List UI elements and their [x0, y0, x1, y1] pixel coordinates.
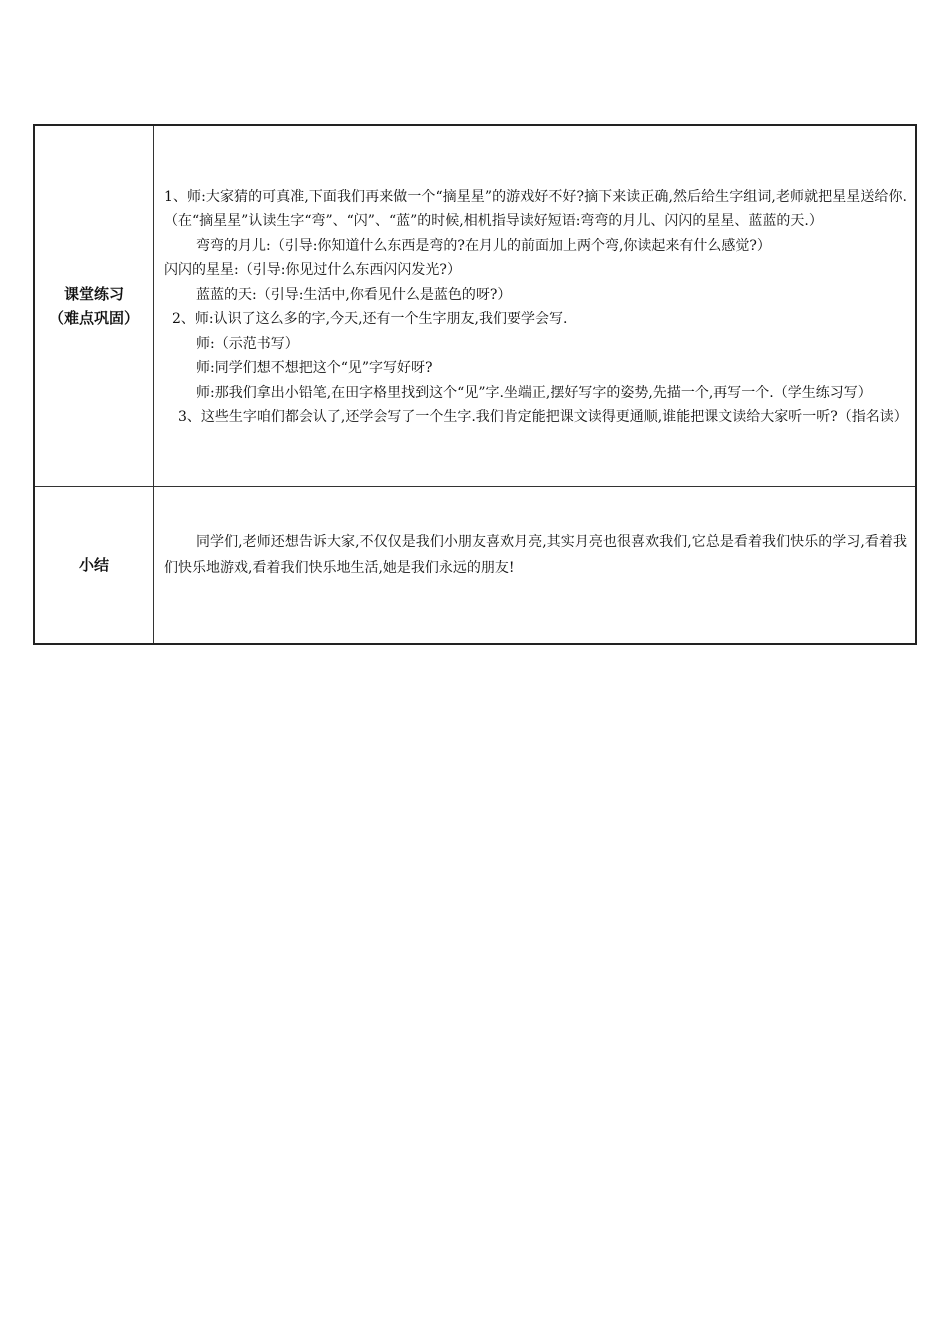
summary-label-cell	[34, 487, 154, 645]
summary-text: 同学们,老师还想告诉大家,不仅仅是我们小朋友喜欢月亮,其实月亮也很喜欢我们,它总是看着我们快乐的学习,看着我们快乐地游戏,看着我们快乐地生活,她是我们永远的朋友!	[164, 534, 907, 576]
summary-label: 小结	[78, 556, 109, 574]
practice-paragraph-6: 师:（示范书写）	[196, 335, 299, 352]
practice-label-title: 课堂练习	[63, 285, 124, 303]
practice-paragraph-9: 3、这些生字咱们都会认了,还学会写了一个生字.我们肯定能把课文读得更通顺,谁能把课文读给大家听一听?（指名读）	[178, 409, 908, 425]
practice-paragraph-5: 2、师:认识了这么多的字,今天,还有一个生字朋友,我们要学会写.	[172, 311, 568, 327]
practice-content	[154, 165, 915, 448]
practice-paragraph-3: 闪闪的星星:（引导:你见过什么东西闪闪发光?）	[164, 262, 461, 278]
lesson-plan-table	[33, 124, 917, 645]
practice-row	[34, 125, 916, 487]
practice-content-cell	[154, 125, 917, 487]
practice-paragraph-7: 师:同学们想不想把这个“见”字写好呀?	[196, 360, 433, 376]
practice-paragraph-1: 1、师:大家猜的可真准,下面我们再来做一个“摘星星”的游戏好不好?摘下来读正确,然后给生字组词,老师就把星星送给你.（在“摘星星”认读生字“弯”、“闪”、“蓝”的时候,相机指导读好短语:弯弯的月儿、闪闪的星星、蓝蓝的天.）	[164, 188, 907, 229]
summary-content	[154, 529, 915, 601]
practice-paragraph-2: 弯弯的月儿:（引导:你知道什么东西是弯的?在月儿的前面加上两个弯,你读起来有什么感觉?）	[196, 237, 771, 254]
practice-label-cell	[34, 125, 154, 487]
practice-paragraph-8: 师:那我们拿出小铅笔,在田字格里找到这个“见”字.坐端正,摆好写字的姿势,先描一个,再写一个.（学生练习写）	[196, 384, 872, 401]
practice-label-subtitle: （难点巩固）	[48, 309, 139, 327]
summary-content-cell	[154, 487, 917, 645]
practice-paragraph-4: 蓝蓝的天:（引导:生活中,你看见什么是蓝色的呀?）	[196, 286, 512, 303]
summary-row	[34, 487, 916, 645]
